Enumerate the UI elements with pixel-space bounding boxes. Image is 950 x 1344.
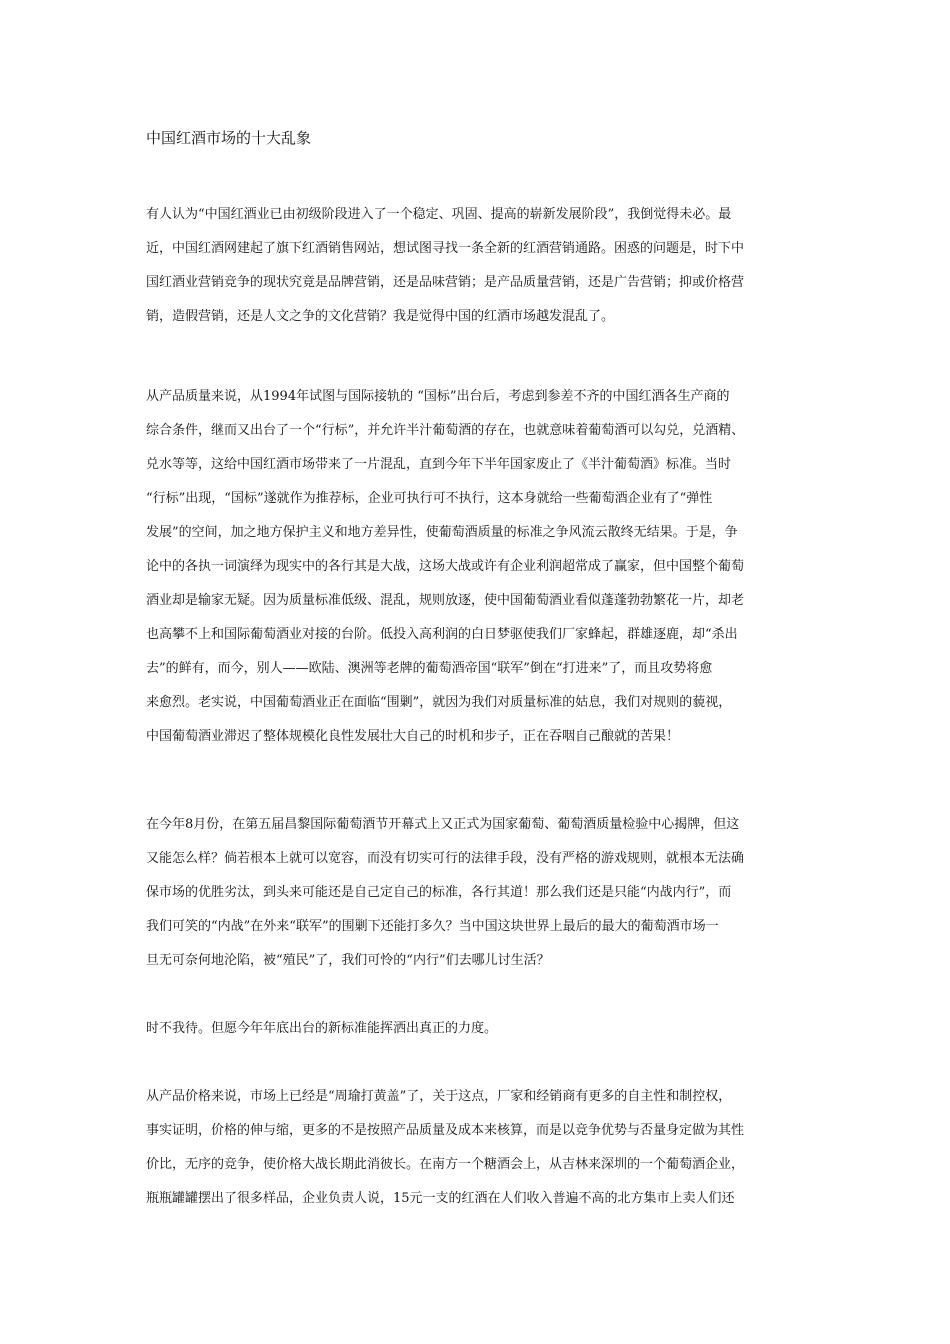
text-line: “行标”出现，“国标”遂就作为推荐标，企业可执行可不执行，这本身就给一些葡萄酒企业有了“弹性 [146,491,713,506]
document-title: 中国红酒市场的十大乱象 [146,129,312,147]
text-line: 近，中国红酒网建起了旗下红酒销售网站，想试图寻找一条全新的红酒营销通路。困惑的问题是，时下中 [146,241,745,256]
text-line: 保市场的优胜劣汰，到头来可能还是自己定自己的标准，各行其道！那么我们还是只能“内战内行”，而 [146,885,732,900]
text-line: 事实证明，价格的伸与缩，更多的不是按照产品质量及成本来核算，而是以竞争优势与否量身定做为其性 [146,1123,745,1138]
text-line: 价比，无序的竞争，使价格大战长期此消彼长。在南方一个糖酒会上，从吉林来深圳的一个葡萄酒企业， [146,1157,745,1172]
text-line: 从产品价格来说，市场上已经是“周瑜打黄盖”了，关于这点，厂家和经销商有更多的自主性和制控权， [146,1089,732,1104]
text-line: 瓶瓶罐罐摆出了很多样品，企业负责人说，15元一支的红酒在人们收入普遍不高的北方集市上卖人们还 [146,1191,735,1206]
text-line: 发展”的空间，加之地方保护主义和地方差异性，使葡萄酒质量的标准之争风流云散终无结果。于是，争 [146,525,738,540]
text-line: 中国葡萄酒业滞迟了整体规模化良性发展壮大自己的时机和步子，正在吞咽自己酿就的苦果！ [146,729,680,744]
text-line: 来愈烈。老实说，中国葡萄酒业正在面临“围剿”，就因为我们对质量标准的姑息，我们对规则的藐视， [146,695,732,710]
text-line: 国红酒业营销竞争的现状究竟是品牌营销，还是品味营销；是产品质量营销，还是广告营销；抑或价格营 [146,275,745,290]
paragraph-inspection-center [146,808,810,978]
text-line: 在今年8月份，在第五届昌黎国际葡萄酒节开幕式上又正式为国家葡萄、葡萄酒质量检验中心揭牌，但这 [146,817,740,832]
text-line: 综合条件，继而又出台了一个“行标”，并允许半汁葡萄酒的存在，也就意味着葡萄酒可以勾兑，兑酒精、 [146,423,745,438]
text-line: 时不我待。但愿今年年底出台的新标准能挥洒出真正的力度。 [146,1021,498,1036]
text-line: 去”的鲜有，而今，别人——欧陆、澳洲等老牌的葡萄酒帝国“联军”倒在“打进来”了，而且攻势将愈 [146,661,713,676]
text-line: 也高攀不上和国际葡萄酒业对接的台阶。低投入高利润的白日梦驱使我们厂家蜂起，群雄逐鹿，却“杀出 [146,627,738,642]
text-line: 销，造假营销，还是人文之争的文化营销？我是觉得中国的红酒市场越发混乱了。 [146,309,615,324]
paragraph-quality [146,380,810,754]
text-line: 兑水等等，这给中国红酒市场带来了一片混乱，直到今年下半年国家废止了《半汁葡萄酒》标准。当时 [146,457,732,472]
text-line: 旦无可奈何地沦陷，被“殖民”了，我们可怜的“内行”们去哪儿讨生活？ [146,953,550,968]
paragraph-intro [146,198,810,334]
text-line: 从产品质量来说，从1994年试图与国际接轨的 “国标”出台后，考虑到参差不齐的中国红酒各生产商的 [146,389,730,404]
paragraph-price [146,1080,810,1216]
text-line: 论中的各执一词演绎为现实中的各行其是大战，这场大战或许有企业利润超常成了赢家，但中国整个葡萄 [146,559,745,574]
text-line: 酒业却是输家无疑。因为质量标准低级、混乱，规则放逐，使中国葡萄酒业看似蓬蓬勃勃繁花一片，却老 [146,593,745,608]
paragraph-urgency [146,1012,810,1046]
text-line: 有人认为“中国红酒业已由初级阶段进入了一个稳定、巩固、提高的崭新发展阶段”，我倒觉得未必。最 [146,207,732,222]
text-line: 又能怎么样？倘若根本上就可以宽容，而没有切实可行的法律手段，没有严格的游戏规则，就根本无法确 [146,851,745,866]
text-line: 我们可笑的“内战”在外来“联军”的围剿下还能打多久？当中国这块世界上最后的最大的葡萄酒市场一 [146,919,719,934]
